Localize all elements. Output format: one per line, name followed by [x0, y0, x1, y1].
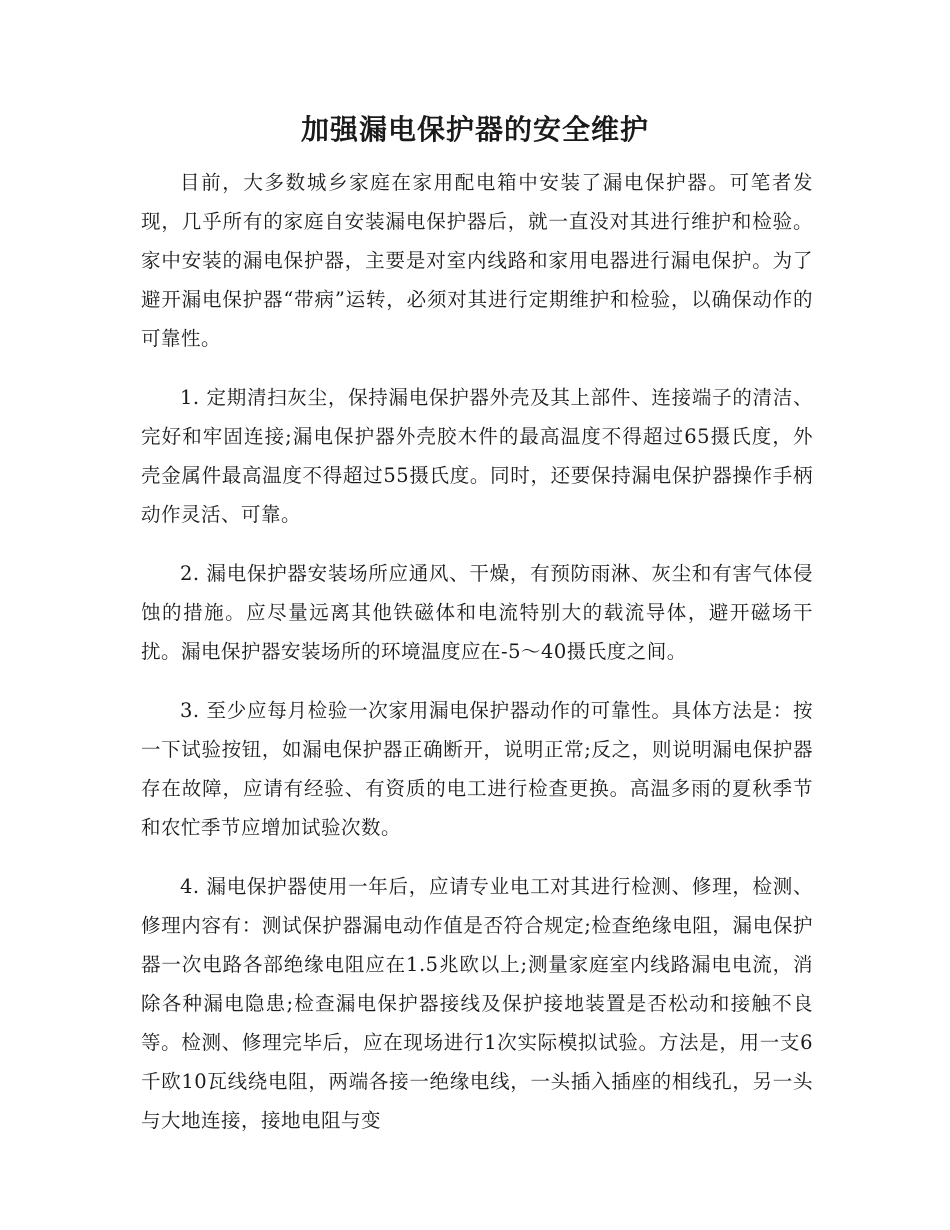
item-4-paragraph: 4. 漏电保护器使用一年后，应请专业电工对其进行检测、修理，检测、修理内容有：测试保护器漏电动作值是否符合规定;检查绝缘电阻，漏电保护器一次电路各部绝缘电阻应在1.5兆欧以上;测量家庭室内线路漏电电流，消除各种漏电隐患;检查漏电保护器接线及保护接地装置是否松动和接触不良等。检测、修理完毕后，应在现场进行1次实际模拟试验。方法是，用一支6千欧10瓦线绕电阻，两端各接一绝缘电线，一头插入插座的相线孔，另一头与大地连接，接地电阻与变 — [141, 875, 813, 1132]
document-title: 加强漏电保护器的安全维护 — [300, 113, 649, 146]
document-body — [141, 163, 813, 1160]
item-3-paragraph: 3. 至少应每月检验一次家用漏电保护器动作的可靠性。具体方法是：按一下试验按钮，如漏电保护器正确断开，说明正常;反之，则说明漏电保护器存在故障，应请有经验、有资质的电工进行检查更换。高温多雨的夏秋季节和农忙季节应增加试验次数。 — [141, 699, 813, 839]
item-2-paragraph: 2. 漏电保护器安装场所应通风、干燥，有预防雨淋、灰尘和有害气体侵蚀的措施。应尽量远离其他铁磁体和电流特别大的载流导体，避开磁场干扰。漏电保护器安装场所的环境温度应在-5～40摄氏度之间。 — [141, 562, 813, 663]
item-1-paragraph: 1. 定期清扫灰尘，保持漏电保护器外壳及其上部件、连接端子的清洁、完好和牢固连接;漏电保护器外壳胶木件的最高温度不得超过65摄氏度，外壳金属件最高温度不得超过55摄氏度。同时，还要保持漏电保护器操作手柄动作灵活、可靠。 — [141, 386, 813, 526]
intro-paragraph: 目前，大多数城乡家庭在家用配电箱中安装了漏电保护器。可笔者发现，几乎所有的家庭自安装漏电保护器后，就一直没对其进行维护和检验。家中安装的漏电保护器，主要是对室内线路和家用电器进行漏电保护。为了避开漏电保护器“带病”运转，必须对其进行定期维护和检验，以确保动作的可靠性。 — [141, 171, 813, 350]
